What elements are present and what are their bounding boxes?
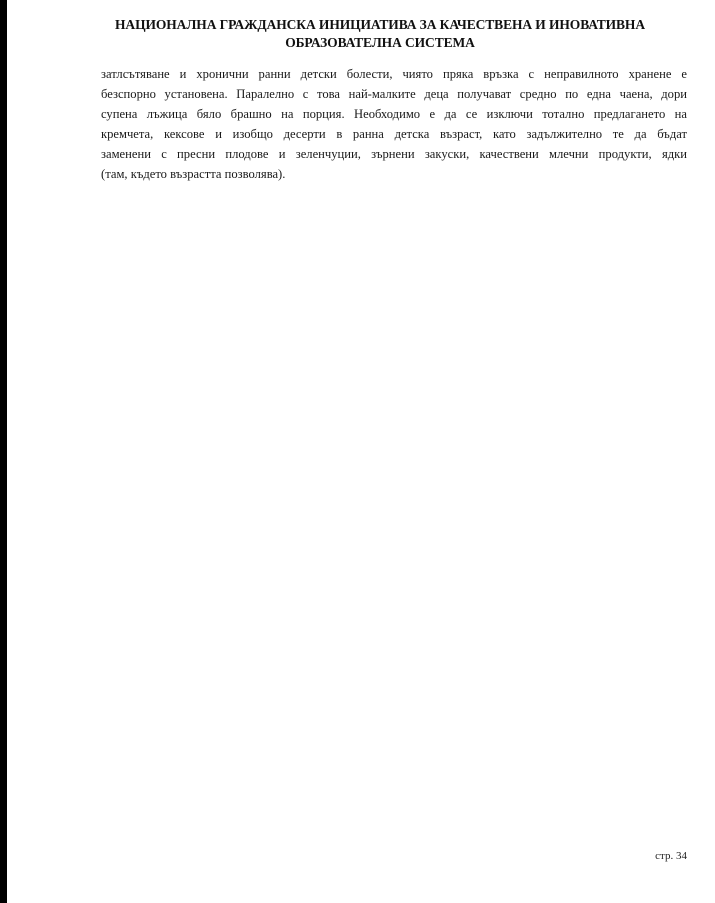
document-header xyxy=(60,16,700,52)
page-number: стр. 34 xyxy=(655,850,687,862)
body-line: (там, където възрастта позволява). xyxy=(101,167,286,181)
body-line: заменени с пресни плодове и зеленчуции, зърнени закуски, качествени млечни продукти, ядки xyxy=(101,147,687,161)
left-edge-bar xyxy=(0,0,7,903)
body-line: безспорно установена. Паралелно с това най-малките деца получават средно по една чаена, дори xyxy=(101,87,687,101)
header-line-1: НАЦИОНАЛНА ГРАЖДАНСКА ИНИЦИАТИВА ЗА КАЧЕСТВЕНА И ИНОВАТИВНА xyxy=(115,17,645,32)
header-line-2: ОБРАЗОВАТЕЛНА СИСТЕМА xyxy=(285,35,475,50)
body-line: кремчета, кексове и изобщо десерти в ранна детска възраст, като задължително те да бъдат xyxy=(101,127,687,141)
body-line: супена лъжица бяло брашно на порция. Необходимо е да се изключи тотално предлагането на xyxy=(101,107,687,121)
body-paragraph xyxy=(101,64,687,184)
body-line: затлсътяване и хронични ранни детски болести, чиято пряка връзка с неправилното хранене е xyxy=(101,67,687,81)
